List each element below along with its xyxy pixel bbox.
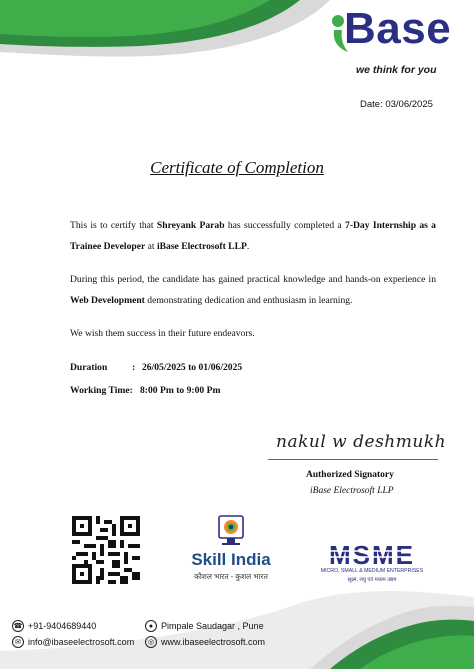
duration-colon: : — [132, 362, 136, 373]
contact-phone[interactable] — [12, 620, 96, 632]
signatory-company: iBase Electrosoft LLP — [310, 486, 394, 496]
certificate-title: Certificate of Completion — [150, 158, 324, 177]
p1-text-a: This is to certify that — [70, 220, 157, 231]
p2-text-a: During this period, the candidate has gained practical knowledge and hands-on experience in — [70, 274, 436, 285]
working-time-value: 8:00 Pm to 9:00 Pm — [140, 385, 221, 396]
duration-row — [70, 362, 242, 373]
address-text: Pimpale Saudagar , Pune — [161, 621, 264, 631]
contact-email[interactable] — [12, 636, 134, 648]
phone-number: +91-9404689440 — [28, 621, 97, 631]
program-name: 7-Day Internship as a Trainee Developer — [70, 220, 436, 252]
email-address: info@ibaseelectrosoft.com — [28, 637, 135, 647]
skill-india-badge — [186, 512, 276, 588]
globe-icon: ◎ — [145, 636, 157, 648]
signature-line — [268, 459, 438, 460]
skill-india-name: Skill India — [191, 550, 271, 569]
certification-paragraph — [70, 215, 436, 257]
website-url: www.ibaseelectrosoft.com — [161, 637, 266, 647]
field-name: Web Development — [70, 295, 145, 306]
logo-text: Base — [344, 4, 452, 53]
msme-logo-icon — [320, 542, 424, 568]
qr-code-icon — [72, 516, 140, 584]
p1-text-d: . — [246, 241, 250, 252]
msme-subtitle: MICRO, SMALL & MEDIUM ENTERPRISES — [320, 568, 424, 574]
contact-website[interactable] — [145, 636, 265, 648]
candidate-name: Shreyank Parab — [156, 220, 225, 231]
p1-text-c: at — [145, 241, 157, 252]
msme-badge — [320, 542, 424, 586]
skill-india-logo-icon — [186, 512, 276, 552]
skill-india-tagline: कौशल भारत - कुशल भारत — [194, 572, 268, 581]
experience-paragraph — [70, 269, 436, 311]
contact-address — [145, 620, 264, 632]
mail-icon: ✉ — [12, 636, 24, 648]
working-time-label: Working Time: — [70, 385, 133, 396]
phone-icon: ☎ — [12, 620, 24, 632]
company-name: iBase Electrosoft LLP — [156, 241, 247, 252]
tagline: we think for you — [356, 64, 437, 76]
signature: nakul w deshmukh — [276, 432, 447, 452]
p1-text-b: has successfully completed a — [224, 220, 346, 231]
msme-subtitle-hindi: सूक्ष्म, लघु एवं मध्यम उद्यम — [347, 577, 397, 583]
p2-text-b: demonstrating dedication and enthusiasm in learning. — [144, 295, 353, 306]
wishes-paragraph: We wish them success in their future endeavors. — [70, 328, 255, 339]
issue-date: Date: 03/06/2025 — [360, 99, 433, 110]
svg-text:MSME: MSME — [329, 542, 415, 568]
location-pin-icon: ● — [145, 620, 157, 632]
working-time-row — [70, 385, 220, 396]
signatory-title: Authorized Signatory — [306, 470, 394, 480]
company-logo — [330, 4, 462, 66]
duration-label: Duration — [70, 362, 108, 373]
duration-value: 26/05/2025 to 01/06/2025 — [142, 362, 243, 373]
